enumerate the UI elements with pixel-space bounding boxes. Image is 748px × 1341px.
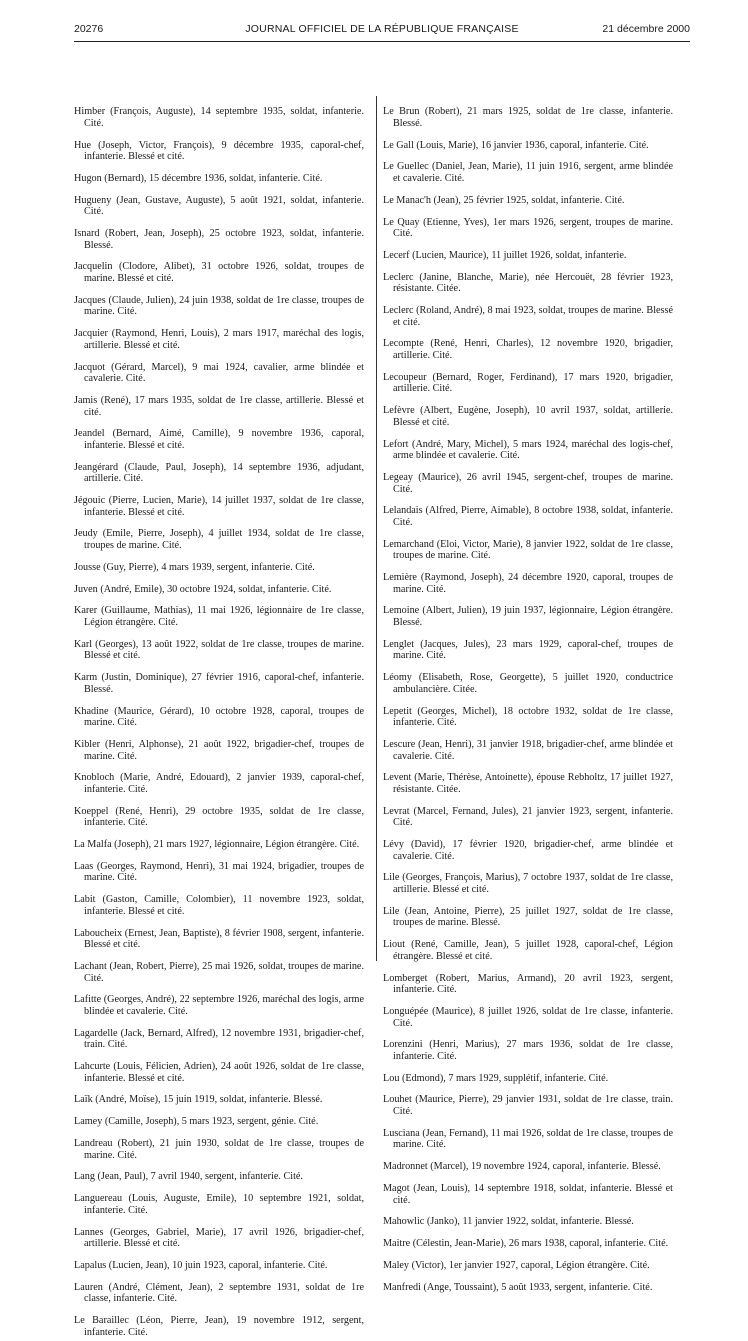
list-entry: Levent (Marie, Thérèse, Antoinette), épouse Rebholtz, 17 juillet 1927, résistante. Citée. <box>383 772 673 795</box>
list-entry: Lemarchand (Eloi, Victor, Marie), 8 janvier 1922, soldat de 1re classe, troupes de marine. Cité. <box>383 538 673 562</box>
list-entry: Jégouic (Pierre, Lucien, Marie), 14 juillet 1937, soldat de 1re classe, infanterie. Blessé et cité. <box>74 495 364 518</box>
list-entry: Legeay (Maurice), 26 avril 1945, sergent-chef, troupes de marine. Cité. <box>383 471 673 495</box>
page-header <box>74 23 690 39</box>
list-entry: Karl (Georges), 13 août 1922, soldat de 1re classe, troupes de marine. Blessé et cité. <box>74 638 364 662</box>
list-entry: Lescure (Jean, Henri), 31 janvier 1918, brigadier-chef, arme blindée et cavalerie. Cité. <box>383 738 673 762</box>
list-entry: Lapalus (Lucien, Jean), 10 juin 1923, caporal, infanterie. Cité. <box>74 1259 328 1271</box>
list-entry: Lorenzini (Henri, Marius), 27 mars 1936, soldat de 1re classe, infanterie. Cité. <box>383 1039 673 1062</box>
list-entry: Lile (Jean, Antoine, Pierre), 25 juillet 1927, soldat de 1re classe, troupes de marine. Blessé. <box>383 905 673 929</box>
list-entry: Madronnet (Marcel), 19 novembre 1924, caporal, infanterie. Blessé. <box>383 1161 661 1173</box>
list-entry: Laas (Georges, Raymond, Henri), 31 mai 1924, brigadier, troupes de marine. Cité. <box>74 860 364 884</box>
list-entry: Jacques (Claude, Julien), 24 juin 1938, soldat de 1re classe, troupes de marine. Cité. <box>74 294 364 318</box>
list-entry: Lefèvre (Albert, Eugène, Joseph), 10 avril 1937, soldat, artillerie. Blessé et cité. <box>383 405 673 428</box>
list-entry: Khadine (Maurice, Gérard), 10 octobre 1928, caporal, troupes de marine. Cité. <box>74 705 364 729</box>
list-entry: Manfredi (Ange, Toussaint), 5 août 1933, sergent, infanterie. Cité. <box>383 1281 653 1293</box>
list-entry: Knobloch (Marie, André, Edouard), 2 janvier 1939, caporal-chef, infanterie. Cité. <box>74 772 364 795</box>
list-entry: Lévy (David), 17 février 1920, brigadier-chef, arme blindée et cavalerie. Cité. <box>383 839 673 862</box>
list-entry: Lang (Jean, Paul), 7 avril 1940, sergent, infanterie. Cité. <box>74 1171 303 1183</box>
list-entry: Hue (Joseph, Victor, François), 9 décembre 1935, caporal-chef, infanterie. Blessé et cité. <box>74 139 364 163</box>
list-entry: Lauren (André, Clément, Jean), 2 septembre 1931, soldat de 1re classe, infanterie. Cité. <box>74 1281 364 1305</box>
list-entry: Maitre (Célestin, Jean-Marie), 26 mars 1938, caporal, infanterie. Cité. <box>383 1238 669 1250</box>
journal-title: JOURNAL OFFICIEL DE LA RÉPUBLIQUE FRANÇAISE <box>245 23 519 35</box>
list-entry: Hugon (Bernard), 15 décembre 1936, soldat, infanterie. Cité. <box>74 172 323 184</box>
list-entry: Lile (Georges, François, Marius), 7 octobre 1937, soldat de 1re classe, artillerie. Blessé et cité. <box>383 872 673 895</box>
list-entry: Karm (Justin, Dominique), 27 février 1916, caporal-chef, infanterie. Blessé. <box>74 672 364 695</box>
list-entry: Lecompte (René, Henri, Charles), 12 novembre 1920, brigadier, artillerie. Cité. <box>383 338 673 361</box>
list-entry: Le Manac'h (Jean), 25 février 1925, soldat, infanterie. Cité. <box>383 194 625 206</box>
list-entry: Lenglet (Jacques, Jules), 23 mars 1929, caporal-chef, troupes de marine. Cité. <box>383 638 673 662</box>
list-entry: Jacquier (Raymond, Henri, Louis), 2 mars 1917, maréchal des logis, artillerie. Blessé et cité. <box>74 328 364 351</box>
list-entry: La Malfa (Joseph), 21 mars 1927, légionnaire, Légion étrangère. Cité. <box>74 839 360 851</box>
list-entry: Lannes (Georges, Gabriel, Marie), 17 avril 1926, brigadier-chef, artillerie. Blessé et cité. <box>74 1226 364 1250</box>
list-entry: Lecoupeur (Bernard, Roger, Ferdinand), 17 mars 1920, brigadier, artillerie. Cité. <box>383 371 673 395</box>
list-entry: Jousse (Guy, Pierre), 4 mars 1939, sergent, infanterie. Cité. <box>74 561 315 573</box>
list-entry: Laboucheix (Ernest, Jean, Baptiste), 8 février 1908, sergent, infanterie. Blessé et cité. <box>74 927 364 951</box>
list-entry: Longuépée (Maurice), 8 juillet 1926, soldat de 1re classe, infanterie. Cité. <box>383 1005 673 1029</box>
list-entry: Jacquot (Gérard, Marcel), 9 mai 1924, cavalier, arme blindée et cavalerie. Cité. <box>74 361 364 385</box>
list-entry: Labit (Gaston, Camille, Colombier), 11 novembre 1923, soldat, infanterie. Blessé et cité. <box>74 894 364 917</box>
list-entry: Languereau (Louis, Auguste, Emile), 10 septembre 1921, soldat, infanterie. Cité. <box>74 1193 364 1216</box>
publication-date: 21 décembre 2000 <box>602 23 690 35</box>
list-entry: Mahowlic (Janko), 11 janvier 1922, soldat, infanterie. Blessé. <box>383 1216 634 1228</box>
list-entry: Leclerc (Roland, André), 8 mai 1923, soldat, troupes de marine. Blessé et cité. <box>383 305 673 328</box>
list-entry: Maley (Victor), 1er janvier 1927, caporal, Légion étrangère. Cité. <box>383 1259 650 1271</box>
list-entry: Lemière (Raymond, Joseph), 24 décembre 1920, caporal, troupes de marine. Cité. <box>383 572 673 595</box>
list-entry: Magot (Jean, Louis), 14 septembre 1918, soldat, infanterie. Blessé et cité. <box>383 1182 673 1206</box>
list-entry: Himber (François, Auguste), 14 septembre 1935, soldat, infanterie. Cité. <box>74 106 364 129</box>
list-entry: Hugueny (Jean, Gustave, Auguste), 5 août 1921, soldat, infanterie. Cité. <box>74 194 364 218</box>
left-column <box>74 96 364 1341</box>
column-divider <box>376 96 377 961</box>
list-entry: Lachant (Jean, Robert, Pierre), 25 mai 1926, soldat, troupes de marine. Cité. <box>74 960 364 984</box>
list-entry: Lou (Edmond), 7 mars 1929, supplétif, infanterie. Cité. <box>383 1072 609 1084</box>
list-entry: Lepetit (Georges, Michel), 18 octobre 1932, soldat de 1re classe, infanterie. Cité. <box>383 705 673 729</box>
list-entry: Jamis (René), 17 mars 1935, soldat de 1re classe, artillerie. Blessé et cité. <box>74 394 364 418</box>
list-entry: Jeudy (Emile, Pierre, Joseph), 4 juillet 1934, soldat de 1re classe, troupes de marine. Cité. <box>74 528 364 552</box>
list-entry: Lemoine (Albert, Julien), 19 juin 1937, légionnaire, Légion étrangère. Blessé. <box>383 605 673 628</box>
list-entry: Lahcurte (Louis, Félicien, Adrien), 24 août 1926, soldat de 1re classe, infanterie. Blessé et cité. <box>74 1061 364 1084</box>
right-column <box>383 96 673 1296</box>
list-entry: Lafitte (Georges, André), 22 septembre 1926, maréchal des logis, arme blindée et cavalerie. Cité. <box>74 994 364 1017</box>
list-entry: Jacquelin (Clodore, Alibet), 31 octobre 1926, soldat, troupes de marine. Blessé et cité. <box>74 261 364 285</box>
list-entry: Léomy (Elisabeth, Rose, Georgette), 5 juillet 1920, conductrice ambulancière. Citée. <box>383 672 673 695</box>
list-entry: Le Guellec (Daniel, Jean, Marie), 11 juin 1916, sergent, arme blindée et cavalerie. Cité. <box>383 161 673 184</box>
list-entry: Le Brun (Robert), 21 mars 1925, soldat de 1re classe, infanterie. Blessé. <box>383 106 673 129</box>
list-entry: Leclerc (Janine, Blanche, Marie), née Hercouët, 28 février 1923, résistante. Citée. <box>383 271 673 295</box>
list-entry: Lusciana (Jean, Fernand), 11 mai 1926, soldat de 1re classe, troupes de marine. Cité. <box>383 1127 673 1151</box>
list-entry: Isnard (Robert, Jean, Joseph), 25 octobre 1923, soldat, infanterie. Blessé. <box>74 228 364 251</box>
list-entry: Le Baraillec (Léon, Pierre, Jean), 19 novembre 1912, sergent, infanterie. Cité. <box>74 1315 364 1338</box>
page-number: 20276 <box>74 23 104 35</box>
list-entry: Le Gall (Louis, Marie), 16 janvier 1936, caporal, infanterie. Cité. <box>383 139 649 151</box>
list-entry: Koeppel (René, Henri), 29 octobre 1935, soldat de 1re classe, infanterie. Cité. <box>74 805 364 829</box>
list-entry: Lomberget (Robert, Marius, Armand), 20 avril 1923, sergent, infanterie. Cité. <box>383 972 673 996</box>
list-entry: Lamey (Camille, Joseph), 5 mars 1923, sergent, génie. Cité. <box>74 1116 319 1128</box>
list-entry: Kibler (Henri, Alphonse), 21 août 1922, brigadier-chef, troupes de marine. Cité. <box>74 738 364 762</box>
list-entry: Lagardelle (Jack, Bernard, Alfred), 12 novembre 1931, brigadier-chef, train. Cité. <box>74 1027 364 1051</box>
list-entry: Landreau (Robert), 21 juin 1930, soldat de 1re classe, troupes de marine. Cité. <box>74 1138 364 1161</box>
header-rule <box>74 41 690 42</box>
list-entry: Lefort (André, Mary, Michel), 5 mars 1924, maréchal des logis-chef, arme blindée et cavalerie. Cité. <box>383 438 673 462</box>
list-entry: Liout (René, Camille, Jean), 5 juillet 1928, caporal-chef, Légion étrangère. Blessé et cité. <box>383 939 673 962</box>
list-entry: Karer (Guillaume, Mathias), 11 mai 1926, légionnaire de 1re classe, Légion étrangère. Cité. <box>74 605 364 628</box>
list-entry: Lelandais (Alfred, Pierre, Aimable), 8 octobre 1938, soldat, infanterie. Cité. <box>383 505 673 528</box>
list-entry: Le Quay (Etienne, Yves), 1er mars 1926, sergent, troupes de marine. Cité. <box>383 216 673 240</box>
list-entry: Juven (André, Emile), 30 octobre 1924, soldat, infanterie. Cité. <box>74 583 332 595</box>
list-entry: Louhet (Maurice, Pierre), 29 janvier 1931, soldat de 1re classe, train. Cité. <box>383 1094 673 1118</box>
list-entry: Laïk (André, Moïse), 15 juin 1919, soldat, infanterie. Blessé. <box>74 1094 323 1106</box>
list-entry: Jeangérard (Claude, Paul, Joseph), 14 septembre 1936, adjudant, artillerie. Cité. <box>74 461 364 485</box>
list-entry: Levrat (Marcel, Fernand, Jules), 21 janvier 1923, sergent, infanterie. Cité. <box>383 805 673 829</box>
list-entry: Jeandel (Bernard, Aimé, Camille), 9 novembre 1936, caporal, infanterie. Blessé et cité. <box>74 428 364 451</box>
list-entry: Lecerf (Lucien, Maurice), 11 juillet 1926, soldat, infanterie. <box>383 249 627 261</box>
